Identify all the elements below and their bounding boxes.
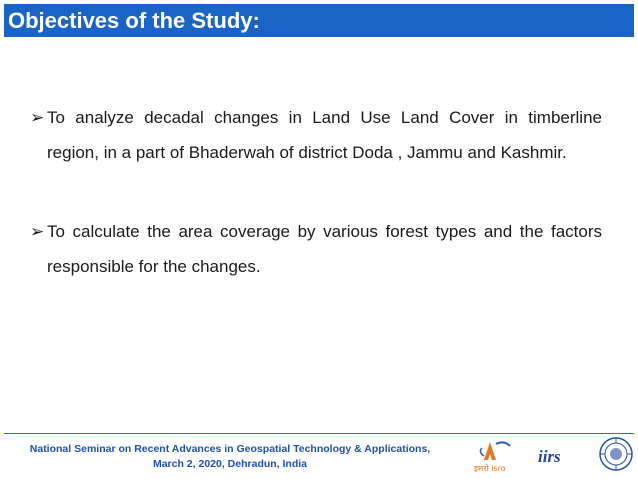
objective-1-line-1 — [30, 100, 602, 135]
objective-2-line-1 — [30, 214, 602, 249]
isro-wordmark: इसरो isro — [474, 464, 506, 473]
emblem-seal-icon — [598, 436, 634, 474]
slide-title: Objectives of the Study: — [8, 7, 260, 33]
objective-2-line-2: responsible for the changes. — [47, 257, 261, 276]
footer-caption — [4, 442, 456, 472]
objective-1-text-1: To analyze decadal changes in Land Use Land Cover in timberline — [47, 108, 602, 127]
footer-line-1: National Seminar on Recent Advances in Geospatial Technology & Applications, — [29, 443, 431, 455]
objective-bullet-1 — [30, 100, 602, 170]
objective-bullet-2 — [30, 214, 602, 284]
title-bar — [4, 4, 634, 37]
objective-2-text-1: To calculate the area coverage by various forest types and the factors — [47, 222, 602, 241]
arrow-bullet-icon: ➢ — [30, 222, 45, 241]
footer-line-2: March 2, 2020, Dehradun, India — [152, 458, 308, 470]
iirs-logo: iirs — [538, 447, 561, 466]
arrow-bullet-icon: ➢ — [30, 108, 45, 127]
footer-divider — [4, 433, 634, 434]
isro-logo-icon — [470, 438, 526, 474]
objective-1-line-2: region, in a part of Bhaderwah of district Doda , Jammu and Kashmir. — [47, 143, 567, 162]
